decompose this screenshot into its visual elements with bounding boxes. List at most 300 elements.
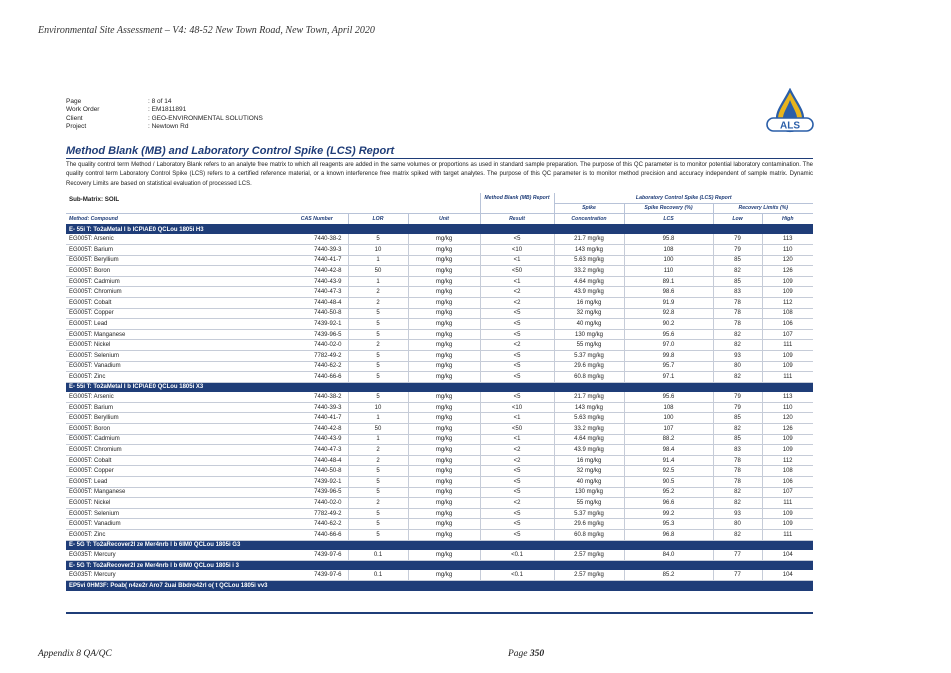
table-cell: 79 (713, 234, 762, 244)
table-cell: 1 (348, 434, 408, 445)
table-row (66, 466, 813, 477)
table-row (66, 372, 813, 383)
table-cell: 7440-48-4 (286, 297, 348, 308)
table-cell: 91.4 (624, 455, 713, 466)
table-cell: 5 (348, 508, 408, 519)
table-cell: 88.2 (624, 434, 713, 445)
section-title: E- 5G T: To2aRecover2l ze Mer4nrb I b 6IM0 QCLou 1805i i 3 (66, 560, 813, 570)
table-cell: 5 (348, 466, 408, 477)
table-cell: mg/kg (408, 455, 480, 466)
table-cell: 2 (348, 455, 408, 466)
table-cell: EG005T: Boron (66, 424, 286, 435)
spike-recovery-header: Spike Recovery (%) (624, 203, 713, 214)
table-cell: 104 (762, 550, 813, 560)
table-cell: <0.1 (480, 570, 554, 580)
table-cell: <50 (480, 424, 554, 435)
table-cell: 91.9 (624, 297, 713, 308)
qc-results-table (66, 193, 813, 591)
table-cell: 90.2 (624, 319, 713, 330)
table-row (66, 276, 813, 287)
table-cell: 7439-96-5 (286, 329, 348, 340)
table-cell: EG035T: Mercury (66, 570, 286, 580)
table-cell: 111 (762, 498, 813, 509)
table-cell: 7440-39-3 (286, 244, 348, 255)
table-cell: 82 (713, 329, 762, 340)
table-cell: 4.64 mg/kg (554, 434, 624, 445)
table-cell: 40 mg/kg (554, 477, 624, 488)
meta-value: : GEO-ENVIRONMENTAL SOLUTIONS (148, 114, 263, 122)
table-cell: 5 (348, 487, 408, 498)
table-row (66, 287, 813, 298)
section-title: EP5vi 0HM3F: Poab( n4ze2r Aro7 2uai Bbdro42rl o( t QCLou 1805i vv3 (66, 580, 813, 590)
table-cell: <2 (480, 498, 554, 509)
table-row (66, 244, 813, 255)
table-cell: 16 mg/kg (554, 297, 624, 308)
table-cell: 110 (624, 266, 713, 277)
table-cell: mg/kg (408, 297, 480, 308)
table-cell: EG005T: Selenium (66, 350, 286, 361)
meta-value: : Newtown Rd (148, 123, 189, 131)
table-cell: EG005T: Arsenic (66, 392, 286, 402)
table-cell: 90.5 (624, 477, 713, 488)
table-cell: 7440-41-7 (286, 413, 348, 424)
table-cell: mg/kg (408, 372, 480, 383)
table-cell: 112 (762, 297, 813, 308)
table-cell: 10 (348, 402, 408, 413)
spike-header: Spike (554, 203, 624, 214)
table-cell: 109 (762, 508, 813, 519)
table-cell: 95.2 (624, 487, 713, 498)
table-cell: mg/kg (408, 530, 480, 541)
table-cell: 5 (348, 392, 408, 402)
table-cell: 93 (713, 508, 762, 519)
table-cell: <5 (480, 508, 554, 519)
table-cell: 111 (762, 340, 813, 351)
table-cell: 7782-49-2 (286, 350, 348, 361)
table-cell: 98.4 (624, 445, 713, 456)
table-cell: 108 (762, 308, 813, 319)
section-title: E- 55i T: To2aMetal I b ICP\AE0 QCLou 1805i X3 (66, 382, 813, 392)
table-cell: <50 (480, 266, 554, 277)
table-cell: 7440-39-3 (286, 402, 348, 413)
meta-value: : 8 of 14 (148, 98, 172, 105)
table-cell: 98.6 (624, 287, 713, 298)
table-cell: <1 (480, 276, 554, 287)
table-row (66, 424, 813, 435)
table-cell: 5 (348, 361, 408, 372)
table-cell: 4.64 mg/kg (554, 276, 624, 287)
table-cell: 0.1 (348, 550, 408, 560)
table-cell: 85 (713, 276, 762, 287)
table-cell: 7440-02-0 (286, 340, 348, 351)
table-cell: 85 (713, 413, 762, 424)
table-cell: mg/kg (408, 255, 480, 266)
table-row (66, 234, 813, 244)
table-cell: 5 (348, 519, 408, 530)
table-row (66, 487, 813, 498)
table-cell: EG005T: Barium (66, 244, 286, 255)
table-cell: 77 (713, 550, 762, 560)
table-cell: 110 (762, 402, 813, 413)
table-cell: 2 (348, 445, 408, 456)
table-cell: 7440-41-7 (286, 255, 348, 266)
table-cell: 97.0 (624, 340, 713, 351)
table-cell: mg/kg (408, 519, 480, 530)
table-cell: 7440-38-2 (286, 234, 348, 244)
table-row (66, 392, 813, 402)
table-row (66, 445, 813, 456)
table-cell: 29.6 mg/kg (554, 361, 624, 372)
table-cell: 5 (348, 350, 408, 361)
table-cell: mg/kg (408, 329, 480, 340)
table-cell: 7440-48-4 (286, 455, 348, 466)
table-cell: 120 (762, 413, 813, 424)
lcs-group-header: Laboratory Control Spike (LCS) Report (554, 193, 813, 203)
table-cell: 109 (762, 434, 813, 445)
table-cell: <2 (480, 297, 554, 308)
table-cell: EG035T: Mercury (66, 550, 286, 560)
col-low: Low (713, 214, 762, 225)
table-cell: EG005T: Manganese (66, 329, 286, 340)
table-cell: EG005T: Boron (66, 266, 286, 277)
table-cell: 5 (348, 530, 408, 541)
table-cell: EG005T: Cobalt (66, 297, 286, 308)
table-row (66, 350, 813, 361)
table-cell: 112 (762, 455, 813, 466)
meta-row (66, 106, 263, 114)
col-unit: Unit (408, 214, 480, 225)
table-cell: 95.6 (624, 329, 713, 340)
table-cell: EG005T: Lead (66, 477, 286, 488)
meta-value: : EM1811891 (148, 106, 187, 114)
table-cell: <2 (480, 455, 554, 466)
table-cell: <1 (480, 413, 554, 424)
table-row (66, 530, 813, 541)
table-cell: 82 (713, 530, 762, 541)
table-cell: 5 (348, 477, 408, 488)
table-cell: 7439-96-5 (286, 487, 348, 498)
table-cell: 43.9 mg/kg (554, 445, 624, 456)
table-cell: 10 (348, 244, 408, 255)
table-cell: 33.2 mg/kg (554, 424, 624, 435)
table-cell: <2 (480, 340, 554, 351)
table-cell: mg/kg (408, 287, 480, 298)
table-cell: 32 mg/kg (554, 308, 624, 319)
table-cell: 7440-50-8 (286, 308, 348, 319)
table-cell: 96.6 (624, 498, 713, 509)
section-header-row (66, 540, 813, 550)
table-cell: 95.3 (624, 519, 713, 530)
table-cell: 106 (762, 477, 813, 488)
table-cell: EG005T: Chromium (66, 445, 286, 456)
table-row (66, 413, 813, 424)
table-cell: EG005T: Vanadium (66, 519, 286, 530)
table-cell: <0.1 (480, 550, 554, 560)
table-cell: 95.6 (624, 392, 713, 402)
table-cell: 89.1 (624, 276, 713, 287)
table-cell: 109 (762, 519, 813, 530)
table-cell: <5 (480, 308, 554, 319)
table-cell: EG005T: Cadmium (66, 434, 286, 445)
meta-label: Work Order (66, 106, 100, 114)
section-header-row (66, 560, 813, 570)
meta-row (66, 115, 263, 123)
table-cell: <10 (480, 244, 554, 255)
table-cell: 82 (713, 266, 762, 277)
table-cell: <1 (480, 255, 554, 266)
table-cell: 1 (348, 276, 408, 287)
submatrix-label: Sub-Matrix: SOIL (69, 196, 120, 204)
table-cell: 95.7 (624, 361, 713, 372)
table-cell: 80 (713, 519, 762, 530)
table-cell: EG005T: Barium (66, 402, 286, 413)
table-cell: 43.9 mg/kg (554, 287, 624, 298)
table-cell: 32 mg/kg (554, 466, 624, 477)
footer-page-number: 350 (529, 649, 545, 659)
table-cell: 5 (348, 372, 408, 383)
table-cell: 100 (624, 255, 713, 266)
table-cell: 29.6 mg/kg (554, 519, 624, 530)
table-cell: 85 (713, 434, 762, 445)
table-cell: 99.8 (624, 350, 713, 361)
section-title: E- 5G T: To2aRecover2l ze Mer4nrb I b 6IM0 QCLou 1805i G3 (66, 540, 813, 550)
table-cell: 7440-43-9 (286, 434, 348, 445)
table-cell: 7440-50-8 (286, 466, 348, 477)
table-cell: 7440-66-6 (286, 530, 348, 541)
table-cell: mg/kg (408, 234, 480, 244)
table-cell: 40 mg/kg (554, 319, 624, 330)
table-cell: 7440-66-6 (286, 372, 348, 383)
table-cell: EG005T: Beryllium (66, 255, 286, 266)
table-cell: 78 (713, 455, 762, 466)
table-cell: 92.5 (624, 466, 713, 477)
table-cell: mg/kg (408, 340, 480, 351)
table-cell: 83 (713, 287, 762, 298)
table-cell: 7440-02-0 (286, 498, 348, 509)
col-concentration: Concentration (554, 214, 624, 225)
table-cell: 5 (348, 308, 408, 319)
table-cell: 2 (348, 498, 408, 509)
table-cell: 95.8 (624, 234, 713, 244)
table-cell: 5.37 mg/kg (554, 508, 624, 519)
table-cell: 143 mg/kg (554, 244, 624, 255)
report-title: Method Blank (MB) and Laboratory Control Spike (LCS) Report (66, 145, 395, 157)
table-cell: 78 (713, 308, 762, 319)
table-cell: <5 (480, 392, 554, 402)
table-cell: 84.0 (624, 550, 713, 560)
table-cell: 96.8 (624, 530, 713, 541)
table-cell: <5 (480, 519, 554, 530)
table-cell: 7439-92-1 (286, 477, 348, 488)
table-cell: 97.1 (624, 372, 713, 383)
table-cell: 7440-43-9 (286, 276, 348, 287)
table-cell: mg/kg (408, 498, 480, 509)
table-cell: mg/kg (408, 487, 480, 498)
footer-appendix: Appendix 8 QA/QC (38, 649, 112, 659)
table-cell: 78 (713, 319, 762, 330)
table-cell: 0.1 (348, 570, 408, 580)
table-cell: <5 (480, 530, 554, 541)
table-cell: 106 (762, 319, 813, 330)
table-cell: 7439-92-1 (286, 319, 348, 330)
section-title: E- 55i T: To2aMetal I b ICP\AE0 QCLou 1805i H3 (66, 224, 813, 234)
table-cell: 78 (713, 477, 762, 488)
table-row (66, 340, 813, 351)
table-cell: EG005T: Zinc (66, 530, 286, 541)
table-cell: 7440-62-2 (286, 361, 348, 372)
table-cell: EG005T: Selenium (66, 508, 286, 519)
intro-paragraph: The quality control term Method / Laboratory Blank refers to an analyte free matrix to which all reagents are added in the same volumes or proportions as used in standard sample preparation. The purpose of this QC parameter is to monitor potential laboratory contamination. The quality control term Laboratory Control Spike (LCS) refers to a certified reference material, or a known interference free matrix spiked with target analytes. The purpose of this QC parameter is to monitor method precision and accuracy independent of sample matrix. Dynamic Recovery Limits are based on statistical evaluation of processed LCS. (66, 162, 813, 187)
meta-row (66, 98, 263, 106)
table-cell: 16 mg/kg (554, 455, 624, 466)
table-cell: 5.63 mg/kg (554, 413, 624, 424)
table-cell: 109 (762, 287, 813, 298)
table-cell: <5 (480, 319, 554, 330)
table-cell: 2.57 mg/kg (554, 550, 624, 560)
table-cell: 109 (762, 445, 813, 456)
table-cell: 77 (713, 570, 762, 580)
table-cell: <10 (480, 402, 554, 413)
table-cell: 80 (713, 361, 762, 372)
col-lcs: LCS (624, 214, 713, 225)
table-cell: 120 (762, 255, 813, 266)
meta-label: Project (66, 123, 87, 131)
table-cell: 85.2 (624, 570, 713, 580)
table-cell: 83 (713, 445, 762, 456)
table-cell: <5 (480, 487, 554, 498)
table-cell: 21.7 mg/kg (554, 392, 624, 402)
table-cell: <5 (480, 234, 554, 244)
table-cell: 7782-49-2 (286, 508, 348, 519)
meta-label: Page (66, 98, 82, 105)
document-header: Environmental Site Assessment – V4: 48-52 New Town Road, New Town, April 2020 (38, 25, 375, 36)
table-cell: 108 (624, 402, 713, 413)
table-cell: 85 (713, 255, 762, 266)
table-cell: <5 (480, 329, 554, 340)
table-cell: 5 (348, 234, 408, 244)
table-cell: 7440-38-2 (286, 392, 348, 402)
table-row (66, 308, 813, 319)
table-row (66, 402, 813, 413)
table-cell: 100 (624, 413, 713, 424)
table-cell: mg/kg (408, 550, 480, 560)
als-logo (764, 88, 816, 138)
table-cell: EG005T: Cadmium (66, 276, 286, 287)
table-cell: mg/kg (408, 570, 480, 580)
table-cell: EG005T: Arsenic (66, 234, 286, 244)
table-cell: 109 (762, 350, 813, 361)
table-cell: 109 (762, 276, 813, 287)
table-cell: <5 (480, 350, 554, 361)
table-cell: mg/kg (408, 350, 480, 361)
table-cell: 130 mg/kg (554, 487, 624, 498)
table-cell: 7440-47-3 (286, 287, 348, 298)
table-cell: 5 (348, 329, 408, 340)
table-cell: 93 (713, 350, 762, 361)
table-cell: EG005T: Copper (66, 466, 286, 477)
table-cell: mg/kg (408, 276, 480, 287)
table-cell: 82 (713, 372, 762, 383)
footer-page-label: Page (508, 649, 528, 659)
table-cell: 60.8 mg/kg (554, 372, 624, 383)
table-row (66, 477, 813, 488)
table-cell: 2 (348, 297, 408, 308)
table-cell: 7440-42-8 (286, 424, 348, 435)
table-cell: <2 (480, 445, 554, 456)
table-cell: 7439-97-6 (286, 570, 348, 580)
table-row (66, 550, 813, 560)
table-cell: 108 (624, 244, 713, 255)
col-result: Result (480, 214, 554, 225)
table-cell: EG005T: Nickel (66, 498, 286, 509)
table-cell: 82 (713, 424, 762, 435)
table-row (66, 329, 813, 340)
table-cell: 108 (762, 466, 813, 477)
table-row (66, 297, 813, 308)
table-cell: 60.8 mg/kg (554, 530, 624, 541)
table-cell: 92.8 (624, 308, 713, 319)
section-header-row (66, 580, 813, 590)
table-cell: mg/kg (408, 402, 480, 413)
table-cell: mg/kg (408, 508, 480, 519)
table-cell: 50 (348, 266, 408, 277)
table-cell: 126 (762, 424, 813, 435)
table-cell: 82 (713, 487, 762, 498)
table-cell: 110 (762, 244, 813, 255)
table-cell: 126 (762, 266, 813, 277)
table-cell: EG005T: Lead (66, 319, 286, 330)
table-cell: 111 (762, 530, 813, 541)
table-cell: 82 (713, 340, 762, 351)
table-cell: 7439-97-6 (286, 550, 348, 560)
table-cell: 79 (713, 244, 762, 255)
table-cell: 7440-47-3 (286, 445, 348, 456)
table-end-rule (66, 612, 813, 614)
meta-label: Client (66, 114, 83, 122)
table-cell: EG005T: Zinc (66, 372, 286, 383)
table-cell: 113 (762, 234, 813, 244)
table-row (66, 266, 813, 277)
table-cell: 78 (713, 466, 762, 477)
table-row (66, 508, 813, 519)
report-meta (66, 98, 263, 132)
table-cell: 99.2 (624, 508, 713, 519)
table-cell: 2 (348, 340, 408, 351)
table-cell: 1 (348, 255, 408, 266)
table-cell: EG005T: Cobalt (66, 455, 286, 466)
table-cell: 2.57 mg/kg (554, 570, 624, 580)
table-cell: EG005T: Chromium (66, 287, 286, 298)
table-row (66, 455, 813, 466)
table-cell: 143 mg/kg (554, 402, 624, 413)
table-row (66, 255, 813, 266)
table-cell: mg/kg (408, 413, 480, 424)
table-cell: <2 (480, 287, 554, 298)
table-cell: 82 (713, 498, 762, 509)
table-cell: mg/kg (408, 477, 480, 488)
table-cell: 79 (713, 402, 762, 413)
table-cell: 5.37 mg/kg (554, 350, 624, 361)
table-cell: EG005T: Vanadium (66, 361, 286, 372)
table-cell: EG005T: Nickel (66, 340, 286, 351)
table-cell: 5.63 mg/kg (554, 255, 624, 266)
table-cell: mg/kg (408, 424, 480, 435)
table-cell: <5 (480, 477, 554, 488)
table-row (66, 519, 813, 530)
table-cell: mg/kg (408, 244, 480, 255)
meta-row (66, 123, 263, 131)
table-row (66, 319, 813, 330)
